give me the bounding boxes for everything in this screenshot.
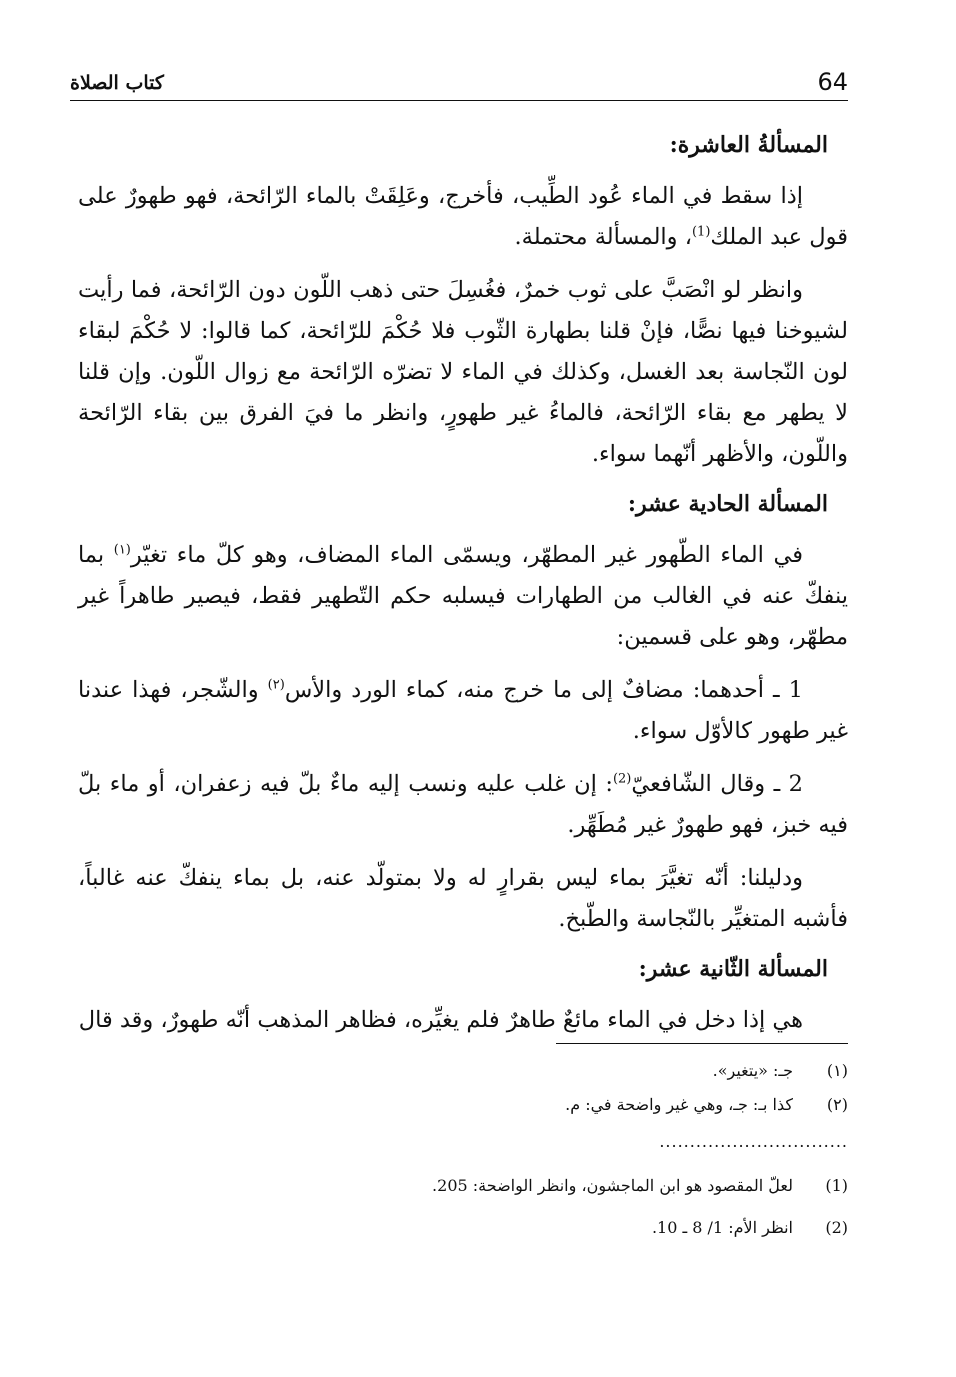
paragraph-text: إذا سقط في الماء عُود الطِّيب، فأخرج، وعَلِقَتْ بالماء الرّائحة، فهو طهورٌ على قول عبد الملك: [78, 183, 848, 250]
footnote-text: كذا بـ: جـ، وهي غير واضحة في: م.: [565, 1095, 793, 1114]
footnote-item: [200, 1165, 848, 1207]
paragraph-6: ودليلنا: أنّه تغيَّرَ بماء ليس بقرارٍ له ولا بمتولّد عنه، بل بماء ينفكّ عنه غالباً، فأشبه المتغيِّر بالنّجاسة والطّبخ.: [78, 865, 848, 932]
footnote-mark: (2): [825, 1218, 848, 1237]
footnote-mark: (1): [825, 1176, 848, 1195]
paragraph-text: في الماء الطّهور غير المطهّر، ويسمّى الماء المضاف، وهو كلّ ماء تغيّر: [130, 542, 803, 568]
running-title: كتاب الصلاة: [70, 72, 164, 94]
footnote-ref: (٢): [267, 677, 285, 693]
footnote-item: [200, 1054, 848, 1088]
paragraph-2: وانظر لو انْصَبَّ على ثوب خمرٌ، فغُسِلَ حتى ذهب اللّون دون الرّائحة، فما رأيت لشيوخنا فيها نصًّا، فإنْ قلنا بطهارة الثّوب فلا حُكْمَ للرّائحة، كما قالوا: لا حُكْمَ لبقاء لون النّجاسة بعد الغسل، وكذلك في الماء لا تضرّه الرّائحة مع زوال اللّون. وإن قلنا لا يطهر مع بقاء الرّائحة، فالماءُ غير طهورٍ، وانظر ما فيَ الفرق بين بقاء الرّائحة واللّون، والأظهر أنّهما سواء.: [78, 277, 848, 467]
paragraph-3: [78, 535, 848, 658]
header-rule: [70, 100, 848, 101]
page-header: [70, 68, 848, 100]
main-text: [78, 128, 848, 1053]
paragraph-4: [78, 670, 848, 752]
paragraph-text: 1 ـ أحدهما: مضافٌ إلى ما خرج منه، كماء الورد والأس: [284, 677, 803, 703]
footnote-text: لعلّ المقصود هو ابن الماجشون، وانظر الواضحة: 205.: [432, 1176, 793, 1195]
paragraph-text: بما ينفكّ عنه في الغالب من الطهارات فيسلبه حكم التّطهير فقط، فيصير طاهراً غير مطهّر، وهو على قسمين:: [78, 542, 848, 650]
paragraph-text: : إن غلب عليه ونسب إليه ماءٌ بلّ فيه زعفران، أو ماء بلّ فيه خبز، فهو طهورٌ غير مُطَهِّر.: [78, 771, 848, 838]
footnote-text: جـ: «يتغير».: [712, 1061, 793, 1080]
footnote-separator: ...............................: [659, 1132, 848, 1151]
footnote-mark: (١): [826, 1061, 848, 1080]
footnote-rule: [556, 1043, 848, 1044]
paragraph-5: [78, 764, 848, 846]
footnote-item: [200, 1088, 848, 1122]
heading-issue-10: المسألةُ العاشرة:: [669, 132, 828, 158]
page-number: 64: [817, 68, 848, 96]
editor-footnotes: [200, 1054, 848, 1122]
heading-issue-11: المسألة الحادية عشر:: [627, 491, 828, 517]
footnote-text: انظر الأم: 1/ 8 ـ 10.: [651, 1218, 793, 1237]
footnote-ref: (1): [691, 224, 711, 240]
paragraph-text: ، والمسألة محتملة.: [514, 224, 692, 250]
footnote-ref: (2): [612, 771, 632, 787]
footnote-ref: (١): [113, 542, 131, 558]
paragraph-1: [78, 176, 848, 258]
footnote-item: [200, 1207, 848, 1249]
heading-issue-12: المسألة الثّانية عشر:: [638, 956, 828, 982]
paragraph-text: 2 ـ وقال الشّافعيّ: [631, 771, 803, 797]
paragraph-7: هي إذا دخل في الماء مائعٌ طاهرٌ فلم يغيِّره، فظاهر المذهب أنّه طهورٌ، وقد قال: [78, 1007, 803, 1033]
original-footnotes: [200, 1165, 848, 1249]
paragraph-text: والشّجر، فهذا عندنا غير طهور كالأوّل سواء.: [78, 677, 848, 744]
footnote-mark: (٢): [826, 1095, 848, 1114]
